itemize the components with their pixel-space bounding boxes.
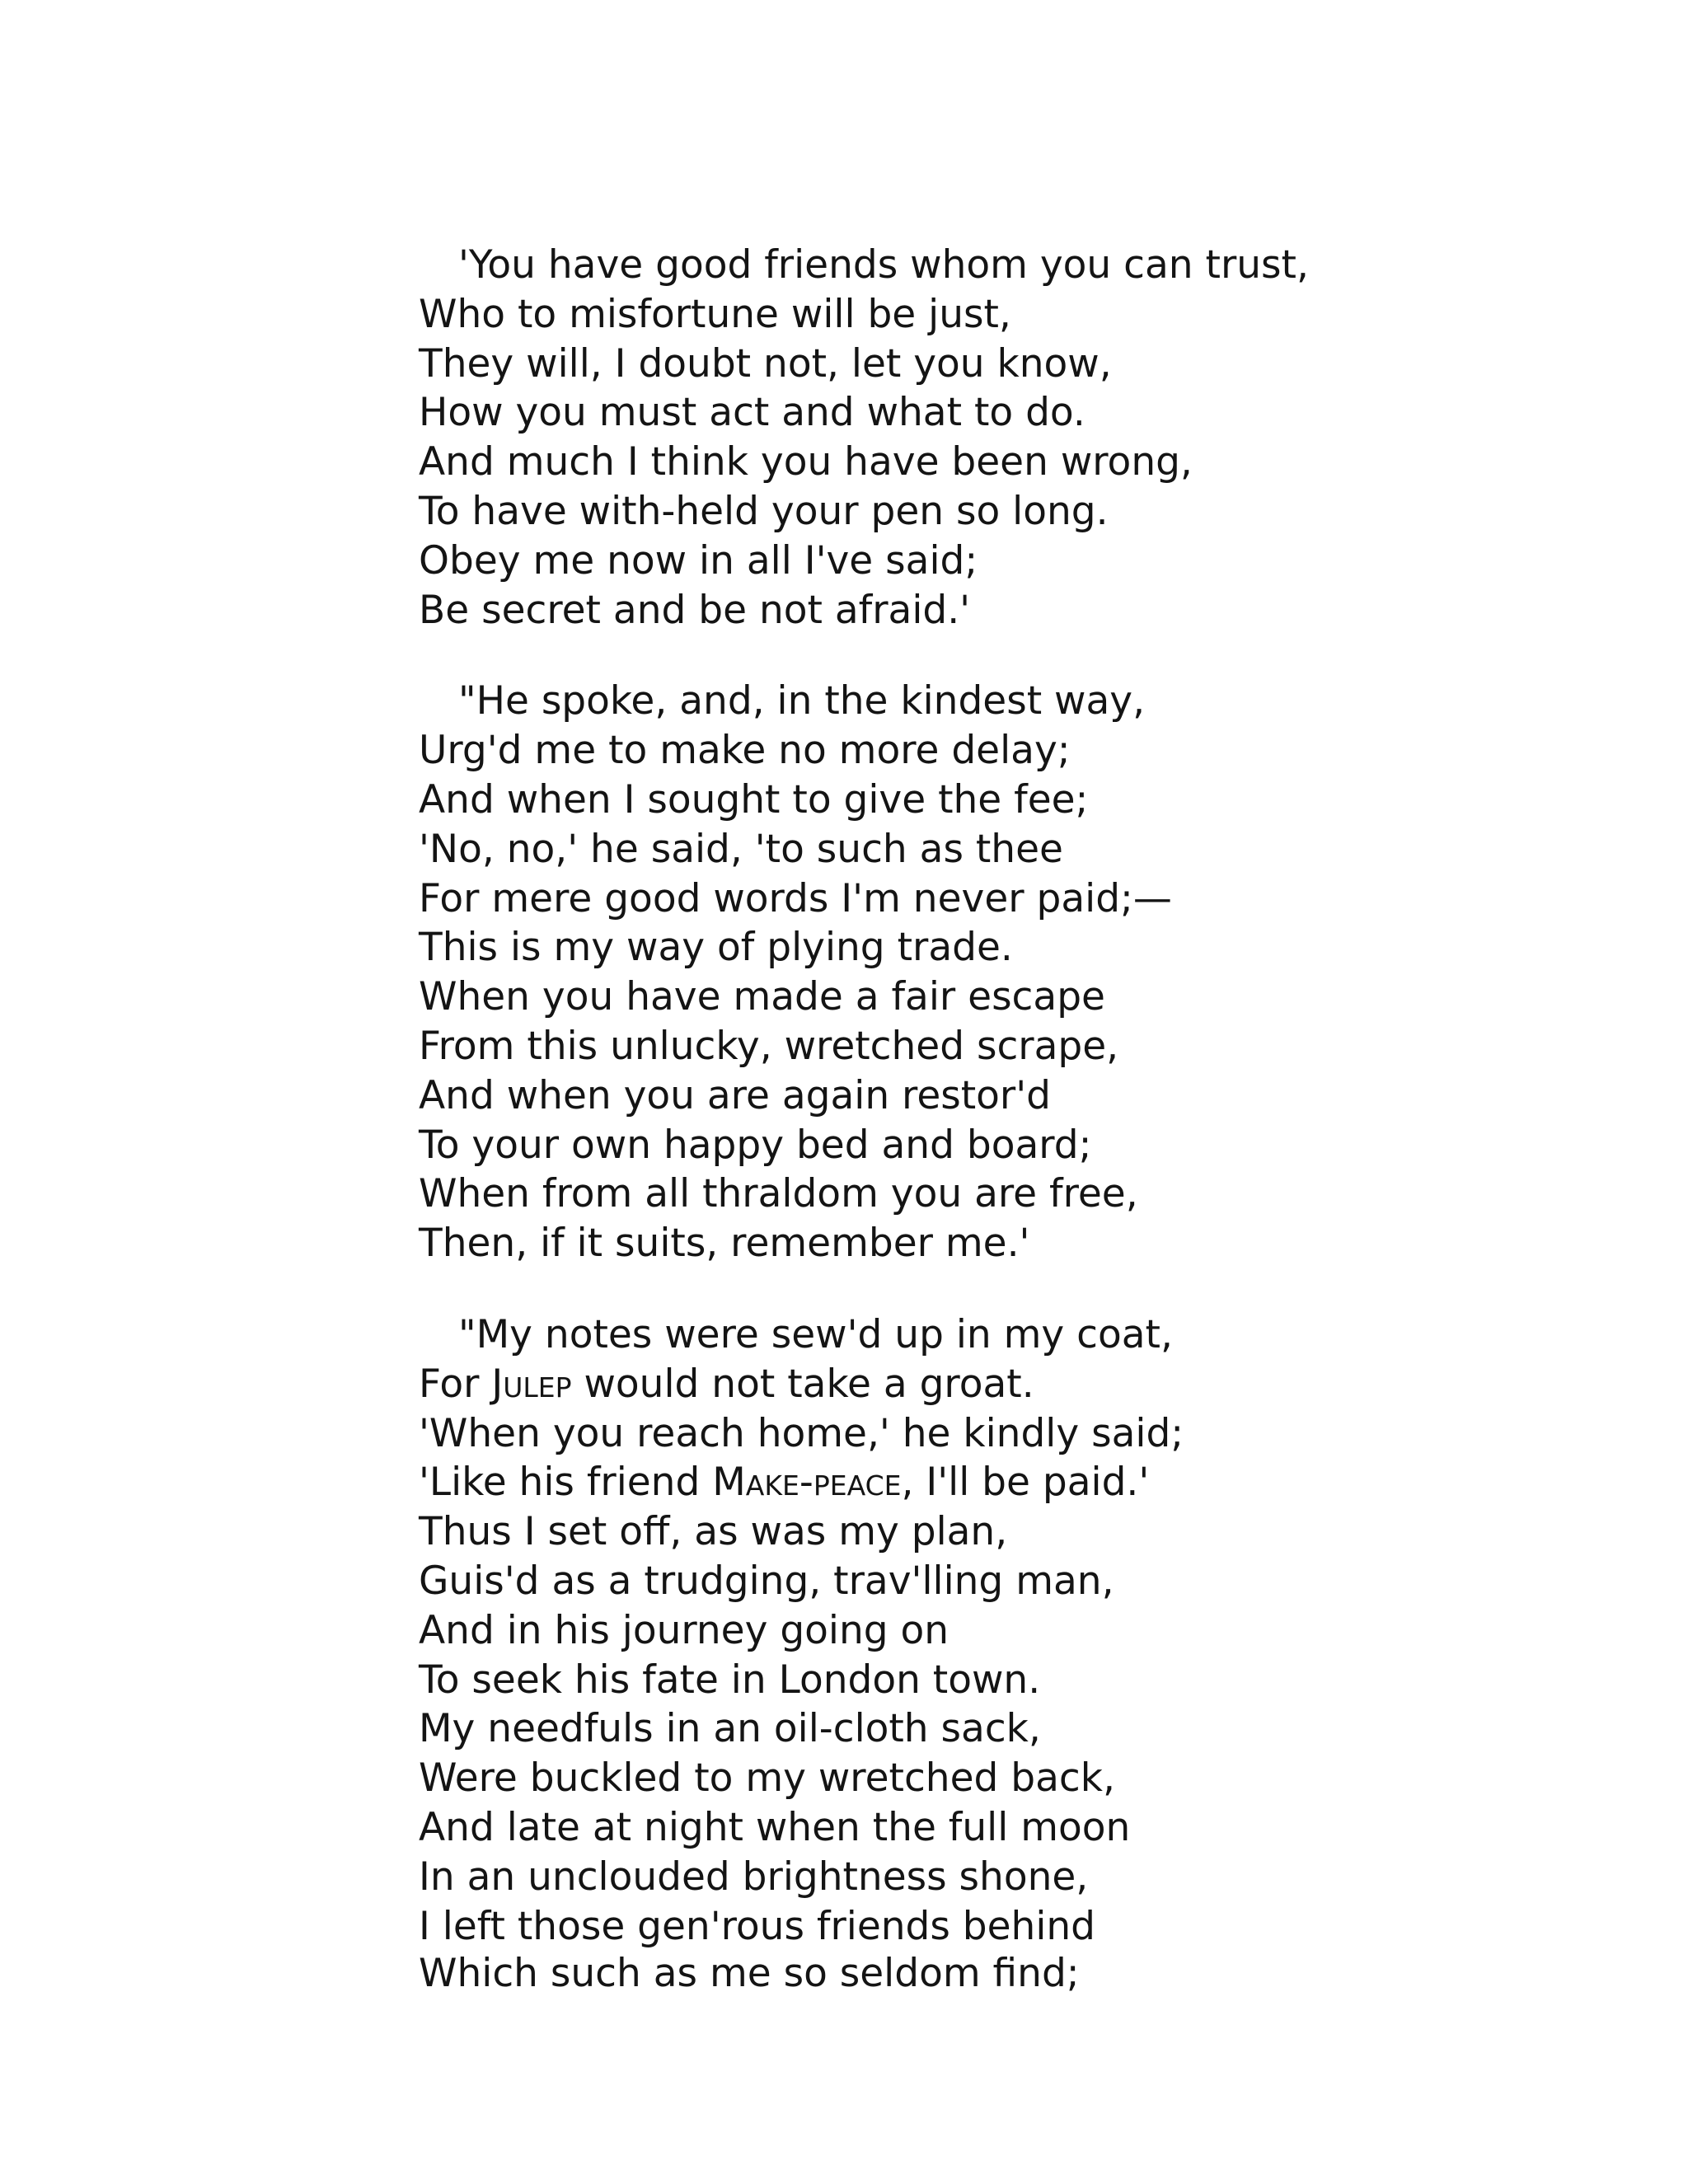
poem-line: When from all thraldom you are free, [419, 1171, 1138, 1217]
poem-line: I left those gen'rous friends behind [419, 1903, 1096, 1949]
poem-line: Guis'd as a trudging, trav'lling man, [419, 1558, 1114, 1604]
poem-text [419, 241, 1408, 1993]
poem-line: Then, if it suits, remember me.' [419, 1221, 1030, 1267]
poem-line: In an unclouded brightness shone, [419, 1854, 1089, 1900]
small-caps-name: Julep [491, 1361, 572, 1407]
poem-line: When you have made a fair escape [419, 974, 1105, 1020]
poem-line: 'When you reach home,' he kindly said; [419, 1410, 1184, 1456]
poem-line [419, 1458, 1408, 1507]
poem-line: My needfuls in an oil-cloth sack, [419, 1706, 1041, 1752]
small-caps-name: Make-peace [712, 1460, 902, 1506]
stanza-1 [419, 241, 1408, 635]
poem-line: From this unlucky, wretched scrape, [419, 1023, 1119, 1069]
poem-line-fragment: For [419, 1361, 492, 1407]
poem-line: And when I sought to give the fee; [419, 776, 1089, 823]
poem-line: Who to misfortune will be just, [419, 291, 1011, 337]
poem-line: To your own happy bed and board; [419, 1122, 1092, 1168]
poem-line: Were buckled to my wretched back, [419, 1755, 1115, 1802]
poem-line: "My notes were sew'd up in my coat, [458, 1311, 1173, 1357]
poem-line-fragment: , I'll be paid.' [901, 1460, 1150, 1506]
poem-line: Be secret and be not afraid.' [419, 587, 971, 633]
stanza-3 [419, 1310, 1408, 1951]
poem-line-fragment: would not take a groat. [571, 1361, 1034, 1407]
poem-line: This is my way of plying trade. [419, 925, 1013, 971]
cut-off-line-text: Which such as me so seldom find; [419, 1951, 1080, 1996]
poem-line: To have with-held your pen so long. [419, 488, 1109, 534]
poem-line: And late at night when the full moon [419, 1804, 1131, 1850]
cut-off-line [419, 1951, 1408, 1996]
poem-line: And in his journey going on [419, 1607, 950, 1653]
poem-line: To seek his fate in London town. [419, 1657, 1041, 1703]
poem-line: "He spoke, and, in the kindest way, [458, 678, 1146, 724]
poem-line: Obey me now in all I've said; [419, 537, 978, 583]
poem-line: They will, I doubt not, let you know, [419, 340, 1112, 387]
poem-line [419, 1360, 1408, 1409]
poem-line: Thus I set off, as was my plan, [419, 1509, 1008, 1555]
poem-line: For mere good words I'm never paid;— [419, 875, 1172, 921]
poem-line: And when you are again restor'd [419, 1072, 1052, 1118]
stanza-2 [419, 677, 1408, 1268]
poem-line: How you must act and what to do. [419, 390, 1085, 436]
poem-line: 'You have good friends whom you can trust, [458, 242, 1309, 288]
poem-line: 'No, no,' he said, 'to such as thee [419, 826, 1063, 872]
poem-line: Urg'd me to make no more delay; [419, 728, 1071, 774]
poem-line-fragment: 'Like his friend [419, 1460, 713, 1506]
poem-line: And much I think you have been wrong, [419, 439, 1193, 485]
